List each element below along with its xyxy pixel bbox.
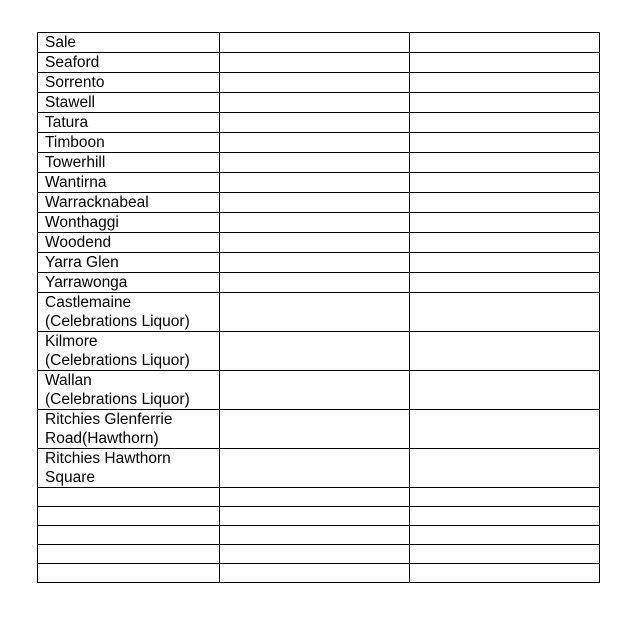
table-cell-col3	[410, 332, 600, 371]
store-name-line: (Celebrations Liquor)	[45, 391, 190, 408]
table-row	[38, 449, 600, 488]
store-name-line: (Celebrations Liquor)	[45, 313, 190, 330]
table-row	[38, 133, 600, 153]
table-cell-col3	[410, 410, 600, 449]
table-row	[38, 93, 600, 113]
store-name-line: Ritchies Hawthorn	[45, 450, 171, 467]
store-name-line: Sorrento	[45, 74, 105, 91]
table-cell-col2	[220, 293, 410, 332]
table-cell-col3	[410, 371, 600, 410]
store-name-line: Seaford	[45, 54, 100, 71]
table-cell-col3	[410, 53, 600, 73]
table-cell-col3	[410, 113, 600, 133]
table-cell-col3	[410, 564, 600, 583]
table-cell-col2	[220, 410, 410, 449]
store-name-line: Warracknabeal	[45, 194, 149, 211]
table-row	[38, 253, 600, 273]
store-name-line: Castlemaine	[45, 294, 132, 311]
table-cell-col3	[410, 545, 600, 564]
store-name-cell	[38, 113, 220, 133]
table-row	[38, 488, 600, 507]
table-cell-col3	[410, 33, 600, 53]
table-row	[38, 33, 600, 53]
store-name-line: Yarrawonga	[45, 274, 128, 291]
table-row	[38, 410, 600, 449]
store-name-cell	[38, 273, 220, 293]
store-name-cell	[38, 410, 220, 449]
table-cell-col2	[220, 488, 410, 507]
table-row	[38, 371, 600, 410]
table-row	[38, 113, 600, 133]
store-name-cell	[38, 233, 220, 253]
table-cell-col3	[410, 488, 600, 507]
store-name-cell	[38, 53, 220, 73]
table-row	[38, 526, 600, 545]
store-name-line: Towerhill	[45, 154, 106, 171]
table-cell-col2	[220, 449, 410, 488]
store-name-cell	[38, 488, 220, 507]
table-cell-col3	[410, 173, 600, 193]
table-cell-col3	[410, 253, 600, 273]
store-name-cell	[38, 526, 220, 545]
store-name-line: Wonthaggi	[45, 214, 119, 231]
store-name-cell	[38, 545, 220, 564]
store-table	[37, 32, 600, 583]
table-cell-col3	[410, 273, 600, 293]
table-cell-col2	[220, 193, 410, 213]
table-row	[38, 53, 600, 73]
table-row	[38, 293, 600, 332]
table-row	[38, 73, 600, 93]
table-cell-col2	[220, 545, 410, 564]
table-cell-col3	[410, 73, 600, 93]
table-cell-col2	[220, 233, 410, 253]
table-body	[38, 33, 600, 583]
table-cell-col2	[220, 526, 410, 545]
store-name-cell	[38, 153, 220, 173]
store-name-line: Square	[45, 469, 95, 486]
table-row	[38, 173, 600, 193]
table-cell-col2	[220, 253, 410, 273]
table-cell-col3	[410, 93, 600, 113]
store-name-line: Timboon	[45, 134, 105, 151]
store-name-line: Woodend	[45, 234, 112, 251]
table-row	[38, 153, 600, 173]
store-name-cell	[38, 293, 220, 332]
store-name-line: Stawell	[45, 94, 95, 111]
table-row	[38, 545, 600, 564]
table-cell-col2	[220, 153, 410, 173]
store-name-cell	[38, 93, 220, 113]
table-cell-col2	[220, 93, 410, 113]
table-cell-col2	[220, 332, 410, 371]
table-cell-col2	[220, 371, 410, 410]
store-name-cell	[38, 193, 220, 213]
table-cell-col3	[410, 526, 600, 545]
store-name-cell	[38, 173, 220, 193]
table-cell-col3	[410, 213, 600, 233]
table-cell-col3	[410, 293, 600, 332]
table-row	[38, 273, 600, 293]
table-row	[38, 233, 600, 253]
table-row	[38, 507, 600, 526]
table-cell-col2	[220, 53, 410, 73]
table-cell-col2	[220, 173, 410, 193]
table-cell-col2	[220, 73, 410, 93]
table-cell-col2	[220, 564, 410, 583]
store-name-line: Ritchies Glenferrie	[45, 411, 173, 428]
store-name-cell	[38, 213, 220, 233]
store-name-cell	[38, 133, 220, 153]
table-cell-col2	[220, 33, 410, 53]
table-cell-col2	[220, 507, 410, 526]
table-cell-col3	[410, 449, 600, 488]
table-cell-col2	[220, 213, 410, 233]
store-name-line: Yarra Glen	[45, 254, 119, 271]
table-cell-col3	[410, 507, 600, 526]
store-name-cell	[38, 449, 220, 488]
store-name-line: Tatura	[45, 114, 89, 131]
store-name-line: Wallan	[45, 372, 92, 389]
store-name-cell	[38, 332, 220, 371]
store-name-cell	[38, 507, 220, 526]
store-name-cell	[38, 371, 220, 410]
table-cell-col2	[220, 113, 410, 133]
table-cell-col3	[410, 233, 600, 253]
store-name-line: Road(Hawthorn)	[45, 430, 159, 447]
store-name-line: Sale	[45, 34, 77, 51]
table-row	[38, 564, 600, 583]
store-name-line: (Celebrations Liquor)	[45, 352, 190, 369]
table-row	[38, 332, 600, 371]
table-cell-col3	[410, 193, 600, 213]
table-cell-col3	[410, 133, 600, 153]
table-cell-col3	[410, 153, 600, 173]
table-cell-col2	[220, 273, 410, 293]
table-row	[38, 213, 600, 233]
store-name-cell	[38, 73, 220, 93]
store-name-cell	[38, 564, 220, 583]
store-name-line: Kilmore	[45, 333, 98, 350]
table-cell-col2	[220, 133, 410, 153]
table-row	[38, 193, 600, 213]
store-name-cell	[38, 253, 220, 273]
store-name-line: Wantirna	[45, 174, 107, 191]
store-name-cell	[38, 33, 220, 53]
